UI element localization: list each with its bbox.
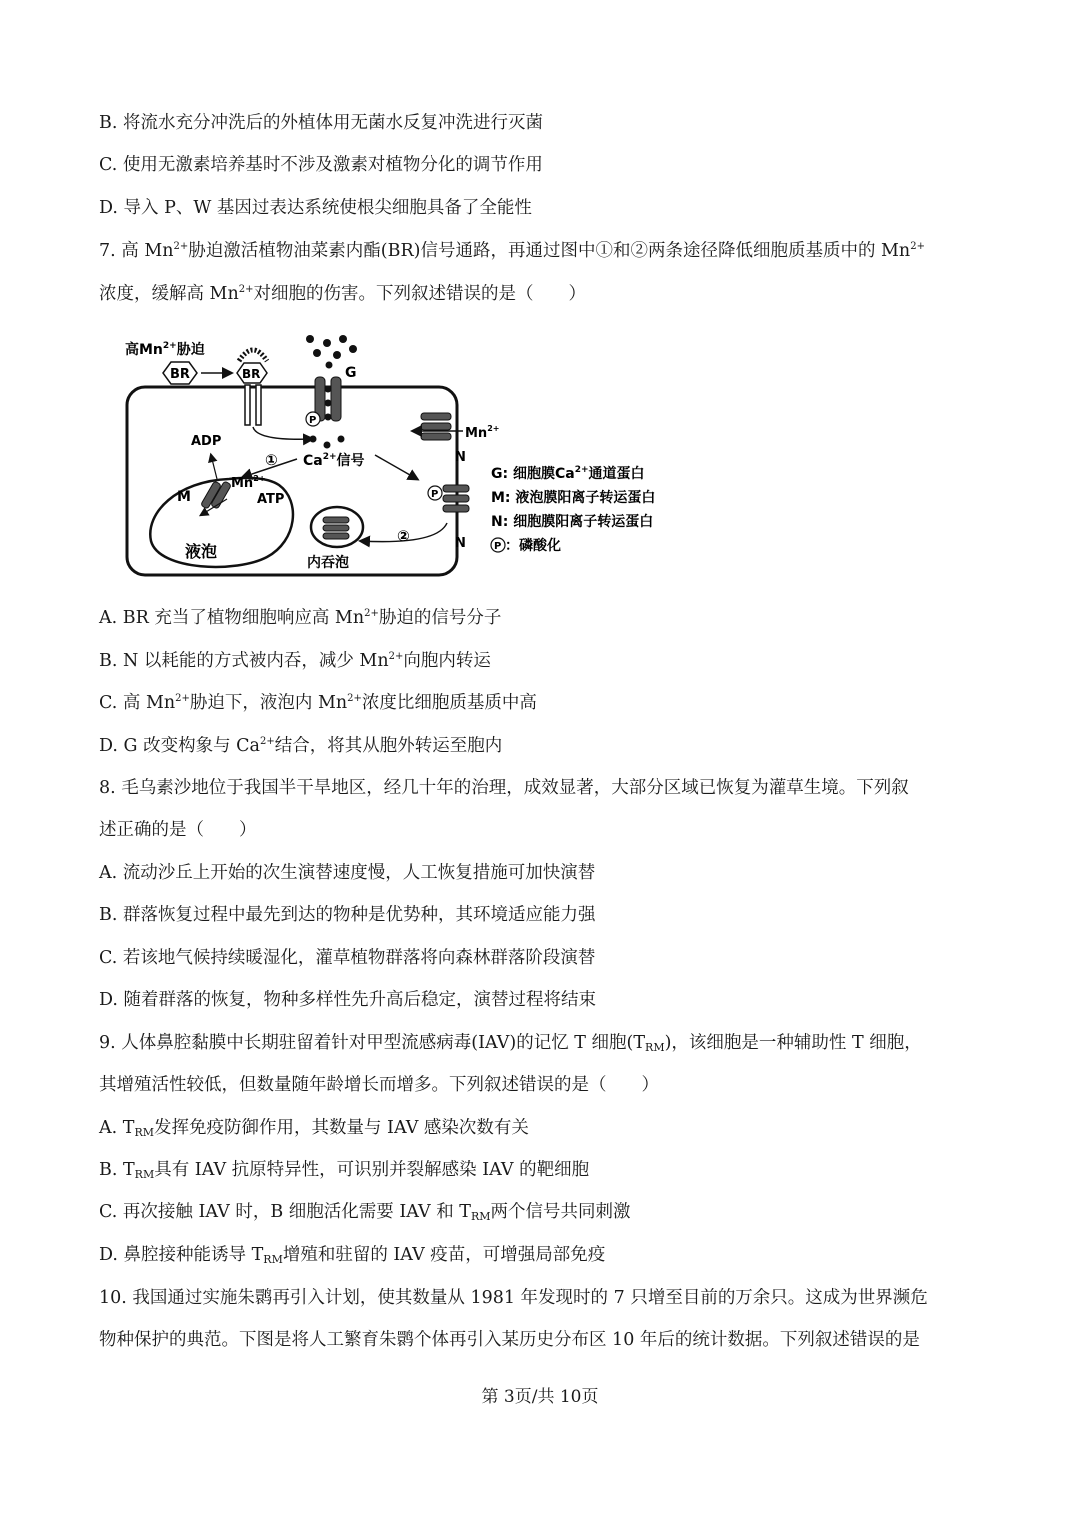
g-label: G bbox=[345, 365, 357, 381]
pathway-1-label: ① bbox=[265, 451, 278, 469]
q10-stem-line1: 10. 我国通过实施朱鹮再引入计划，使其数量从 1981 年发现时的 7 只增至目前的万余只。这成为世界濒危 bbox=[99, 1288, 928, 1308]
n-phosphate-symbol: P bbox=[431, 489, 439, 500]
endosome-label: 内吞泡 bbox=[307, 555, 349, 571]
outside-mn-label: $Mn^{2+}$ bbox=[465, 424, 500, 441]
vacuole-mn-label: $Mn^{2+}$ bbox=[231, 474, 266, 491]
q8-option-d: D. 随着群落的恢复，物种多样性先升高后稳定，演替过程将结束 bbox=[99, 990, 597, 1010]
legend-m: M: 液泡膜阳离子转运蛋白 bbox=[491, 490, 656, 506]
n-transporter-phosphorylated bbox=[443, 485, 469, 512]
q9-stem-line1: 9. 人体鼻腔黏膜中长期驻留着针对甲型流感病毒(IAV)的记忆 T 细胞$(T_{RM})$，该细胞是一种辅助性 T 细胞， bbox=[99, 1033, 922, 1054]
q9-option-d: D. 鼻腔接种能诱导 $T_{RM}$增殖和驻留的 IAV 疫苗，可增强局部免疫 bbox=[99, 1245, 606, 1266]
n-label-bottom: N bbox=[455, 536, 466, 551]
legend-n: N: 细胞膜阳离子转运蛋白 bbox=[491, 514, 654, 530]
m-transporter bbox=[201, 481, 232, 509]
legend-g: G: 细胞膜$Ca^{2+}$通道蛋白 bbox=[491, 465, 645, 482]
cell-membrane bbox=[127, 387, 457, 575]
q10-stem-line2: 物种保护的典范。下图是将人工繁育朱鹮个体再引入某历史分布区 10 年后的统计数据。下列叙述错误的是 bbox=[99, 1330, 920, 1350]
q7-option-c: C. 高 $Mn^{2+}$胁迫下，液泡内 $Mn^{2+}$浓度比细胞质基质中高 bbox=[99, 693, 537, 713]
br-bound-text: BR bbox=[242, 367, 261, 381]
m-label: M bbox=[177, 489, 191, 505]
q8-stem-line1: 8. 毛乌素沙地位于我国半干旱地区，经几十年的治理，成效显著，大部分区域已恢复为灌草生境。下列叙 bbox=[99, 778, 909, 798]
pathway-2-label: ② bbox=[397, 527, 410, 545]
q8-option-c: C. 若该地气候持续暖湿化，灌草植物群落将向森林群落阶段演替 bbox=[99, 948, 596, 968]
high-mn-label: 高$Mn^{2+}$胁迫 bbox=[125, 341, 205, 358]
q7-option-d: D. G 改变构象与 $Ca^{2+}$结合，将其从胞外转运至胞内 bbox=[99, 736, 503, 756]
q7-stem-line2: 浓度，缓解高 $Mn^{2+}$对细胞的伤害。下列叙述错误的是（ ） bbox=[99, 284, 587, 304]
n-transporter-top bbox=[421, 413, 451, 440]
q6-option-c: C. 使用无激素培养基时不涉及激素对植物分化的调节作用 bbox=[99, 155, 543, 175]
adp-label: ADP bbox=[191, 434, 222, 449]
ca-signal-label: $Ca^{2+}$信号 bbox=[303, 452, 365, 469]
q8-stem-line2: 述正确的是（ ） bbox=[99, 820, 257, 840]
q6-option-d: D. 导入 P、W 基因过表达系统使根尖细胞具备了全能性 bbox=[99, 198, 532, 218]
br-outside-text: BR bbox=[170, 367, 190, 382]
q9-stem-line2: 其增殖活性较低，但数量随年龄增长而增多。下列叙述错误的是（ ） bbox=[99, 1075, 659, 1095]
q7-option-a: A. BR 充当了植物细胞响应高 $Mn^{2+}$胁迫的信号分子 bbox=[99, 608, 502, 628]
page-footer: 第 3页/共 10页 bbox=[481, 1387, 599, 1407]
q7-stem-line1: 7. 高 $Mn^{2+}$胁迫激活植物油菜素内酯(BR)信号通路，再通过图中①和②两条途径降低细胞质基质中的 $Mn^{2+}$ bbox=[99, 241, 925, 261]
q6-option-b: B. 将流水充分冲洗后的外植体用无菌水反复冲洗进行灭菌 bbox=[99, 113, 543, 133]
legend-p: ：磷酸化 bbox=[505, 538, 561, 554]
q9-option-b: B. $T_{RM}$具有 IAV 抗原特异性，可识别并裂解感染 IAV 的靶细胞 bbox=[99, 1160, 590, 1181]
legend-p-symbol: P bbox=[494, 541, 502, 552]
q9-option-a: A. $T_{RM}$发挥免疫防御作用，其数量与 IAV 感染次数有关 bbox=[99, 1118, 529, 1139]
q7-diagram bbox=[117, 331, 707, 581]
phosphate-symbol: P bbox=[309, 415, 317, 426]
n-label-top: N bbox=[455, 450, 466, 465]
q9-option-c: C. 再次接触 IAV 时，B 细胞活化需要 IAV 和 $T_{RM}$两个信号共同刺激 bbox=[99, 1202, 631, 1223]
q8-option-a: A. 流动沙丘上开始的次生演替速度慢，人工恢复措施可加快演替 bbox=[99, 863, 596, 883]
q8-option-b: B. 群落恢复过程中最先到达的物种是优势种，其环境适应能力强 bbox=[99, 905, 596, 925]
q7-option-b: B. N 以耗能的方式被内吞，减少 $Mn^{2+}$向胞内转运 bbox=[99, 651, 491, 671]
atp-label: ATP bbox=[257, 492, 285, 507]
vacuole-label: 液泡 bbox=[185, 542, 218, 561]
